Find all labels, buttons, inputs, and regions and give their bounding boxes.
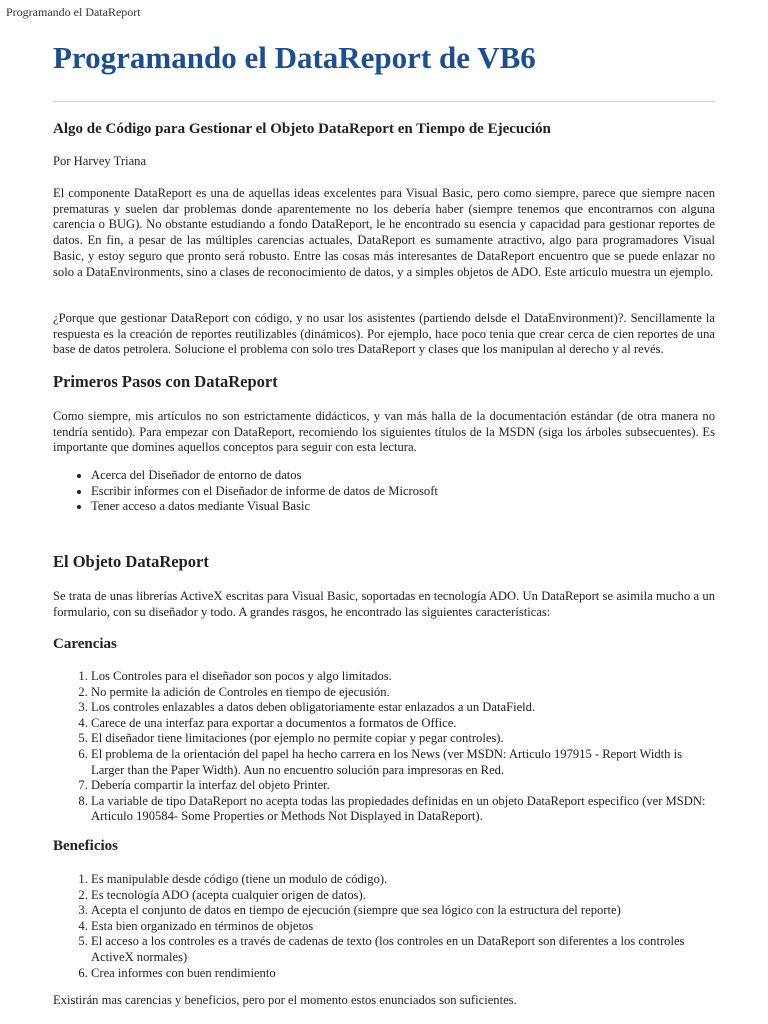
list-item: 4. Esta bien organizado en términos de objetos bbox=[91, 919, 715, 935]
subheading-carencias: Carencias bbox=[53, 636, 117, 652]
horizontal-rule bbox=[53, 101, 715, 102]
list-item: 1. Es manipulable desde código (tiene un modulo de código). bbox=[91, 872, 715, 888]
list-item: 4. Carece de una interfaz para exportar a documentos a formatos de Office. bbox=[91, 716, 715, 732]
list-item: 2. Es tecnología ADO (acepta cualquier origen de datos). bbox=[91, 888, 715, 904]
author-line: Por Harvey Triana bbox=[53, 154, 147, 168]
list-item[interactable]: • Tener acceso a datos mediante Visual Basic bbox=[91, 499, 715, 515]
list-item: 8. La variable de tipo DataReport no acepta todas las propiedades definidas en un objeto DataReport especifico (ver MSDN: Articulo 190584- Some Properties or Methods Not Displayed in DataReport). bbox=[91, 794, 715, 825]
section-heading-primeros-pasos: Primeros Pasos con DataReport bbox=[53, 372, 278, 391]
list-item: 1. Los Controles para el diseñador son pocos y algo limitados. bbox=[91, 669, 715, 685]
list-item: 5. El acceso a los controles es a través de cadenas de texto (los controles en un DataReport son diferentes a los controles ActiveX normales) bbox=[91, 934, 715, 965]
list-item: 6. El problema de la orientación del papel ha hecho carrera en los News (ver MSDN: Articulo 197915 - Report Width is Larger than the Paper Width). Aun no encuentro solución para impresoras en Red. bbox=[91, 747, 715, 778]
objeto-datareport-paragraph: Se trata de unas librerías ActiveX escritas para Visual Basic, soportadas en tecnología ADO. Un DataReport se asimila mucho a un formulario, con su diseñador y todo. A grandes rasgos, he encontrado las siguientes características: bbox=[53, 589, 715, 619]
msdn-links-list bbox=[53, 468, 715, 515]
list-item[interactable]: • Escribir informes con el Diseñador de informe de datos de Microsoft bbox=[91, 484, 715, 500]
intro-paragraph-2: ¿Porque que gestionar DataReport con código, y no usar los asistentes (partiendo delsde el DataEnvironment)?. Sencillamente la respuesta es la creación de reportes reutilizables (dinámicos). Por ejemplo, hace poco tenia que crear cerca de cien reportes de una base de datos petrolera. Solucione el problema con solo tres DataReport y clases que los manipulan al derecho y al revés. bbox=[53, 311, 715, 357]
list-item: 6. Crea informes con buen rendimiento bbox=[91, 966, 715, 982]
beneficios-list bbox=[53, 872, 715, 981]
list-item: 3. Los controles enlazables a datos deben obligatoriamente estar enlazados a un DataField. bbox=[91, 700, 715, 716]
carencias-list bbox=[53, 669, 715, 825]
article-subtitle: Algo de Código para Gestionar el Objeto DataReport en Tiempo de Ejecución bbox=[53, 121, 551, 137]
browser-tab-title: Programando el DataReport bbox=[6, 5, 141, 19]
list-item: 3. Acepta el conjunto de datos en tiempo de ejecución (siempre que sea lógico con la estructura del reporte) bbox=[91, 903, 715, 919]
list-item: 5. El diseñador tiene limitaciones (por ejemplo no permite copiar y pegar controles). bbox=[91, 731, 715, 747]
list-item: 2. No permite la adición de Controles en tiempo de ejecusión. bbox=[91, 685, 715, 701]
list-item: 7. Debería compartir la interfaz del objeto Printer. bbox=[91, 778, 715, 794]
page-title: Programando el DataReport de VB6 bbox=[53, 40, 536, 75]
list-item[interactable]: • Acerca del Diseñador de entorno de datos bbox=[91, 468, 715, 484]
primeros-pasos-paragraph: Como siempre, mis artículos no son estrictamente didácticos, y van más halla de la documentación estándar (de otra manera no tendría sentido). Para empezar con DataReport, recomiendo los siguientes títulos de la MSDN (siga los árboles subsecuentes). Es importante que domines aquellos conceptos para seguir con esta lectura. bbox=[53, 409, 715, 455]
subheading-beneficios: Beneficios bbox=[53, 838, 118, 854]
section-heading-objeto-datareport: El Objeto DataReport bbox=[53, 552, 209, 571]
closing-paragraph: Existirán mas carencias y beneficios, pero por el momento estos enunciados son suficientes. bbox=[53, 993, 517, 1007]
intro-paragraph-1: El componente DataReport es una de aquellas ideas excelentes para Visual Basic, pero como siempre, parece que siempre nacen prematuras y suelen dar problemas donde aparentemente no los debería haber (siempre tenemos que encontrarnos con alguna carencia o BUG). No obstante estudiando a fondo DataReport, le he encontrado su esencia y capacidad para gestionar reportes de datos. En fin, a pesar de las múltiples carencias actuales, DataReport es sumamente atractivo, algo para programadores Visual Basic, y estoy seguro que pronto será robusto. Entre las cosas más interesantes de DataReport encuentro que se puede enlazar no solo a DataEnvironments, sino a clases de reconocimiento de datos, y a simples objetos de ADO. Este articulo muestra un ejemplo. bbox=[53, 186, 715, 279]
